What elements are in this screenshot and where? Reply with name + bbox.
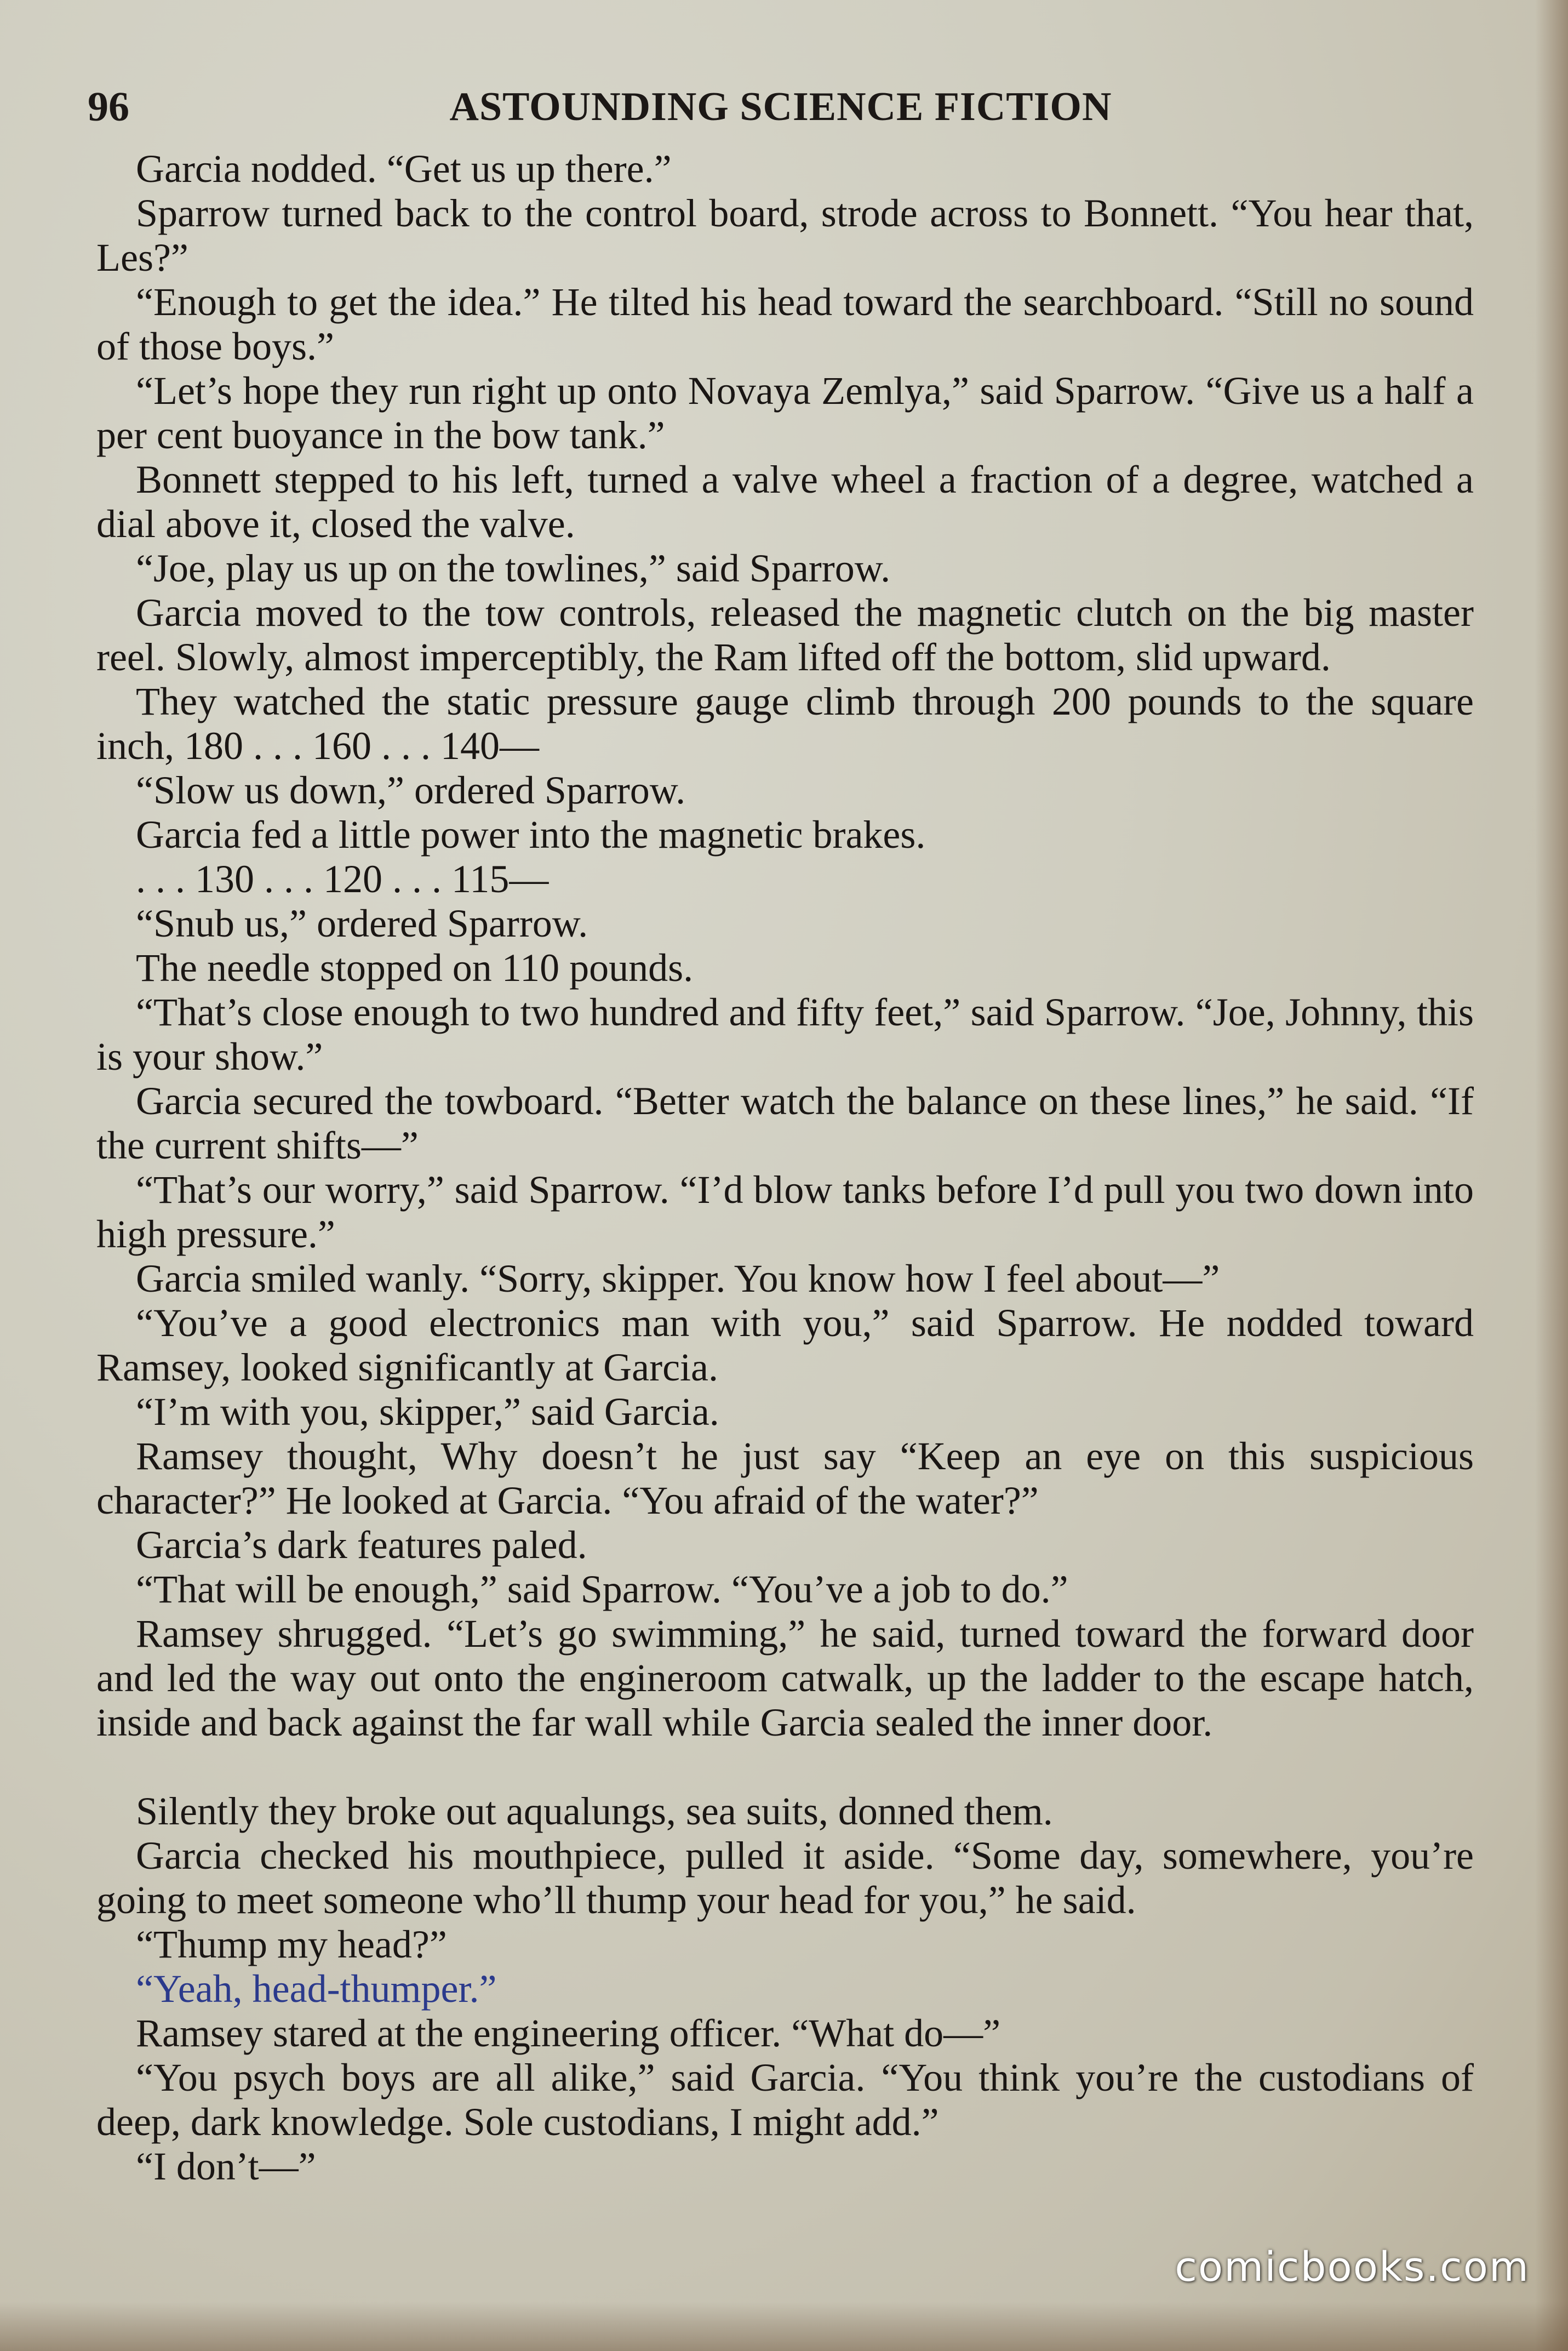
paragraph: “You’ve a good electronics man with you,” said Sparrow. He nodded toward Ramsey, looked significantly at Garcia. xyxy=(96,1301,1474,1389)
paragraph: “That will be enough,” said Sparrow. “You’ve a job to do.” xyxy=(136,1567,1068,1611)
paragraph: Garcia secured the towboard. “Better watch the balance on these lines,” he said. “If the current shifts—” xyxy=(96,1079,1474,1167)
paragraph: “You psych boys are all alike,” said Garcia. “You think you’re the custodians of deep, dark knowledge. Sole custodians, I might add.” xyxy=(96,2056,1474,2144)
section-break xyxy=(96,1745,1474,1789)
paragraph: Ramsey shrugged. “Let’s go swimming,” he said, turned toward the forward door and led the way out onto the engineroom catwalk, up the ladder to the escape hatch, inside and back against the far wall while Garcia sealed the inner door. xyxy=(96,1612,1474,1744)
paragraph: “Thump my head?” xyxy=(136,1922,447,1966)
paragraph: Garcia moved to the tow controls, released the magnetic clutch on the big master reel. Slowly, almost imperceptibly, the Ram lifted off the bottom, slid upward. xyxy=(96,591,1474,679)
paragraph: “Enough to get the idea.” He tilted his head toward the searchboard. “Still no sound of those boys.” xyxy=(96,280,1474,368)
page-edge-shadow xyxy=(1535,0,1568,2351)
paragraph: “Snub us,” ordered Sparrow. xyxy=(136,901,588,945)
paragraph: The needle stopped on 110 pounds. xyxy=(136,946,694,990)
paragraph: They watched the static pressure gauge climb through 200 pounds to the square inch, 180 . . . 160 . . . 140— xyxy=(96,680,1474,768)
page-bottom-shadow xyxy=(0,2302,1568,2351)
paragraph: “I don’t—” xyxy=(136,2144,316,2188)
paragraph: Garcia smiled wanly. “Sorry, skipper. You know how I feel about—” xyxy=(136,1257,1220,1300)
paragraph: “Let’s hope they run right up onto Novaya Zemlya,” said Sparrow. “Give us a half a per cent buoyance in the bow tank.” xyxy=(96,369,1474,457)
paragraph: “That’s close enough to two hundred and fifty feet,” said Sparrow. “Joe, Johnny, this is your show.” xyxy=(96,990,1474,1079)
paragraph: Garcia’s dark features paled. xyxy=(136,1523,587,1567)
paragraph: . . . 130 . . . 120 . . . 115— xyxy=(136,857,549,901)
paragraph: “I’m with you, skipper,” said Garcia. xyxy=(136,1390,719,1434)
paragraph: Garcia checked his mouthpiece, pulled it aside. “Some day, somewhere, you’re going to meet someone who’ll thump your head for you,” he said. xyxy=(96,1834,1474,1922)
running-head: ASTOUNDING SCIENCE FICTION xyxy=(449,84,1112,129)
paragraph: Silently they broke out aqualungs, sea suits, donned them. xyxy=(136,1789,1053,1833)
paragraph: Ramsey thought, Why doesn’t he just say “Keep an eye on this suspicious character?” He looked at Garcia. “You afraid of the water?” xyxy=(96,1434,1474,1522)
paragraph: Sparrow turned back to the control board, strode across to Bonnett. “You hear that, Les?” xyxy=(96,191,1474,279)
paragraph: “That’s our worry,” said Sparrow. “I’d blow tanks before I’d pull you two down into high pressure.” xyxy=(96,1168,1474,1256)
paragraph: Bonnett stepped to his left, turned a valve wheel a fraction of a degree, watched a dial above it, closed the valve. xyxy=(96,458,1474,546)
site-watermark: comicbooks.com xyxy=(1175,2244,1530,2291)
paragraph: Garcia fed a little power into the magnetic brakes. xyxy=(136,813,926,857)
paragraph: Garcia nodded. “Get us up there.” xyxy=(136,147,672,191)
paragraph: “Slow us down,” ordered Sparrow. xyxy=(136,768,686,812)
page-number: 96 xyxy=(88,84,129,130)
paragraph: “Yeah, head-thumper.” xyxy=(136,1967,497,2011)
page-header xyxy=(88,77,1474,137)
story-text xyxy=(96,147,1474,2189)
paragraph: “Joe, play us up on the towlines,” said Sparrow. xyxy=(136,546,891,590)
paragraph: Ramsey stared at the engineering officer. “What do—” xyxy=(136,2011,1001,2055)
